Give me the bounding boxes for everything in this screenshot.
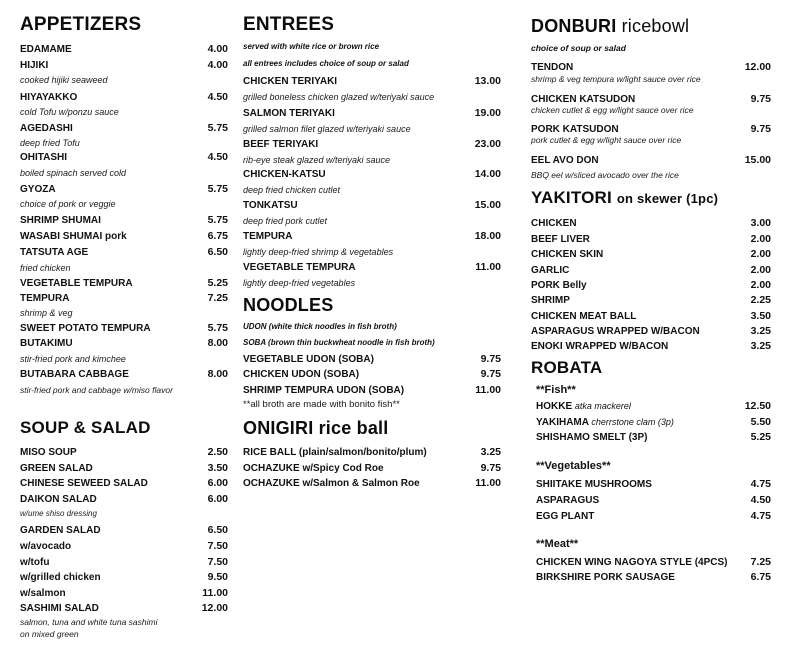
item-name: SHIITAKE MUSHROOMS bbox=[536, 479, 652, 490]
item-name: SASHIMI SALAD bbox=[20, 603, 99, 614]
menu-item bbox=[20, 476, 228, 491]
item-price: 6.00 bbox=[207, 493, 228, 505]
item-name: TATSUTA AGE bbox=[20, 247, 89, 258]
item-price: 11.00 bbox=[475, 261, 501, 273]
item-name: OCHAZUKE w/Spicy Cod Roe bbox=[243, 463, 384, 474]
item-name: GYOZA bbox=[20, 184, 56, 195]
item-price: 5.75 bbox=[207, 214, 228, 226]
item-price: 2.00 bbox=[750, 248, 771, 260]
menu-item bbox=[531, 278, 771, 293]
menu-item bbox=[536, 570, 771, 585]
item-name: RICE BALL (plain/salmon/bonito/plum) bbox=[243, 447, 427, 458]
item-name: TONKATSU bbox=[243, 200, 298, 211]
item-price: 19.00 bbox=[474, 107, 501, 119]
item-name: BEEF LIVER bbox=[531, 234, 590, 245]
menu-item bbox=[20, 367, 228, 382]
menu-item bbox=[243, 167, 501, 182]
menu-item bbox=[20, 570, 228, 585]
item-description: cooked hijiki seaweed bbox=[20, 75, 108, 85]
menu-item bbox=[536, 493, 771, 508]
item-name: CHICKEN KATSUDON bbox=[531, 94, 636, 105]
yakitori-title-main: YAKITORI bbox=[531, 188, 612, 207]
item-description: deep fried Tofu bbox=[20, 138, 80, 148]
item-name: SHRIMP bbox=[531, 295, 570, 306]
item-price: 12.50 bbox=[744, 400, 771, 412]
item-price: 4.50 bbox=[207, 151, 228, 163]
menu-item bbox=[20, 601, 228, 616]
item-description: grilled salmon filet glazed w/teriyaki sauce bbox=[243, 124, 411, 134]
item-price: 18.00 bbox=[474, 230, 501, 242]
item-description: lightly deep-fried vegetables bbox=[243, 278, 356, 288]
menu-item bbox=[531, 324, 771, 339]
item-price: 4.50 bbox=[207, 91, 228, 103]
menu-item bbox=[531, 263, 771, 278]
noodles-note: SOBA (brown thin buckwheat noodle in fish broth) bbox=[243, 338, 435, 347]
menu-item bbox=[20, 121, 228, 136]
item-price: 5.75 bbox=[207, 183, 228, 195]
menu-item bbox=[20, 150, 228, 165]
item-name: BUTAKIMU bbox=[20, 338, 73, 349]
item-price: 23.00 bbox=[474, 138, 501, 150]
menu-item bbox=[536, 415, 771, 430]
menu-item bbox=[20, 182, 228, 197]
item-price: 13.00 bbox=[474, 75, 501, 87]
item-name: ENOKI WRAPPED W/BACON bbox=[531, 341, 669, 352]
donburi-note: choice of soup or salad bbox=[531, 43, 626, 53]
item-price: 3.25 bbox=[480, 446, 501, 458]
item-price: 5.50 bbox=[750, 416, 771, 428]
item-description: deep fried pork cutlet bbox=[243, 216, 328, 226]
yakitori-title bbox=[531, 188, 718, 208]
menu-item bbox=[20, 276, 228, 291]
item-price: 6.75 bbox=[207, 230, 228, 242]
onigiri-title: ONIGIRI rice ball bbox=[243, 418, 389, 438]
item-price: 9.75 bbox=[480, 353, 501, 365]
menu-item bbox=[243, 445, 501, 460]
menu-item bbox=[531, 309, 771, 324]
item-description: boiled spinach served cold bbox=[20, 168, 127, 178]
item-name: TENDON bbox=[531, 62, 574, 73]
item-name: AGEDASHI bbox=[20, 123, 73, 134]
item-name: BIRKSHIRE PORK SAUSAGE bbox=[536, 572, 675, 583]
menu-item bbox=[20, 539, 228, 554]
item-price: 6.00 bbox=[207, 477, 228, 489]
item-price: 5.25 bbox=[750, 431, 771, 443]
donburi-title-suffix: ricebowl bbox=[621, 16, 690, 36]
menu-item bbox=[531, 293, 771, 308]
item-name: HIYAYAKKO bbox=[20, 92, 78, 103]
item-name: w/salmon bbox=[20, 588, 66, 599]
menu-item bbox=[20, 321, 228, 336]
item-name: WASABI SHUMAI pork bbox=[20, 231, 127, 242]
item-name: CHINESE SEWEED SALAD bbox=[20, 478, 148, 489]
item-description: fried chicken bbox=[20, 263, 71, 273]
item-price: 8.00 bbox=[207, 337, 228, 349]
item-name: w/tofu bbox=[20, 557, 50, 568]
menu-item bbox=[20, 245, 228, 260]
item-name: TEMPURA bbox=[20, 293, 70, 304]
item-description: choice of pork or veggie bbox=[20, 199, 116, 209]
menu-item bbox=[243, 461, 501, 476]
item-price: 11.00 bbox=[475, 384, 501, 396]
menu-item bbox=[531, 153, 771, 168]
item-name: CHICKEN MEAT BALL bbox=[531, 311, 637, 322]
menu-item bbox=[243, 367, 501, 382]
item-price: 3.50 bbox=[207, 462, 228, 474]
item-price: 2.00 bbox=[750, 264, 771, 276]
item-description: on mixed green bbox=[20, 629, 79, 639]
item-price: 2.25 bbox=[750, 294, 771, 306]
noodles-footnote: **all broth are made with bonito fish** bbox=[243, 399, 400, 410]
donburi-title-main: DONBURI bbox=[531, 16, 617, 36]
menu-item bbox=[20, 229, 228, 244]
item-price: 11.00 bbox=[202, 587, 228, 599]
item-name: SHRIMP TEMPURA UDON (SOBA) bbox=[243, 385, 405, 396]
item-price: 7.25 bbox=[750, 556, 771, 568]
item-description: salmon, tuna and white tuna sashimi bbox=[20, 617, 158, 627]
noodles-title: NOODLES bbox=[243, 295, 334, 315]
item-name: EGG PLANT bbox=[536, 511, 595, 522]
item-description: stir-fried pork and kimchee bbox=[20, 354, 126, 364]
item-price: 2.00 bbox=[750, 233, 771, 245]
robata-title: ROBATA bbox=[531, 358, 603, 377]
item-name: PORK KATSUDON bbox=[531, 124, 619, 135]
item-name: GREEN SALAD bbox=[20, 463, 93, 474]
item-name: ASPARAGUS WRAPPED W/BACON bbox=[531, 326, 700, 337]
item-price: 2.00 bbox=[750, 279, 771, 291]
item-name: w/avocado bbox=[20, 541, 72, 552]
item-name bbox=[536, 415, 674, 430]
fish-subheading: **Fish** bbox=[536, 384, 576, 396]
menu-item bbox=[531, 247, 771, 262]
item-name: CHICKEN TERIYAKI bbox=[243, 76, 338, 87]
item-name: DAIKON SALAD bbox=[20, 494, 97, 505]
item-description: chicken cutlet & egg w/light sauce over rice bbox=[531, 105, 694, 115]
item-price: 15.00 bbox=[474, 199, 501, 211]
item-price: 9.50 bbox=[207, 571, 228, 583]
appetizers-title: APPETIZERS bbox=[20, 14, 142, 35]
item-name: SHISHAMO SMELT (3P) bbox=[536, 432, 648, 443]
item-price: 4.50 bbox=[750, 494, 771, 506]
menu-item bbox=[20, 336, 228, 351]
item-price: 2.50 bbox=[207, 446, 228, 458]
menu-item bbox=[20, 90, 228, 105]
item-price: 8.00 bbox=[207, 368, 228, 380]
item-name: CHICKEN-KATSU bbox=[243, 169, 326, 180]
item-price: 14.00 bbox=[474, 168, 501, 180]
meat-subheading: **Meat** bbox=[536, 538, 579, 550]
item-price: 5.75 bbox=[207, 322, 228, 334]
item-description: BBQ eel w/sliced avocado over the rice bbox=[531, 170, 679, 180]
item-name-text: HOKKE bbox=[536, 401, 573, 412]
item-price: 4.00 bbox=[207, 59, 228, 71]
menu-item bbox=[243, 106, 501, 121]
item-name: MISO SOUP bbox=[20, 447, 77, 458]
item-name: VEGETABLE TEMPURA bbox=[20, 278, 133, 289]
item-price: 3.50 bbox=[750, 310, 771, 322]
item-price: 9.75 bbox=[480, 462, 501, 474]
item-name: GARDEN SALAD bbox=[20, 525, 101, 536]
item-name: OCHAZUKE w/Salmon & Salmon Roe bbox=[243, 478, 420, 489]
item-description: pork cutlet & egg w/light sauce over rice bbox=[531, 135, 682, 145]
item-name bbox=[536, 399, 631, 414]
item-price: 6.50 bbox=[207, 524, 228, 536]
item-name: PORK Belly bbox=[531, 280, 587, 291]
item-name: EDAMAME bbox=[20, 44, 72, 55]
item-price: 12.00 bbox=[744, 61, 771, 73]
item-name: EEL AVO DON bbox=[531, 155, 599, 166]
soup-salad-title: SOUP & SALAD bbox=[20, 418, 151, 437]
item-price: 7.50 bbox=[207, 540, 228, 552]
item-price: 7.50 bbox=[207, 556, 228, 568]
vegetables-subheading: **Vegetables** bbox=[536, 460, 611, 472]
item-name-text: YAKIHAMA bbox=[536, 417, 589, 428]
item-name: w/grilled chicken bbox=[20, 572, 101, 583]
menu-item bbox=[536, 477, 771, 492]
menu-item bbox=[20, 523, 228, 538]
item-description: deep fried chicken cutlet bbox=[243, 185, 341, 195]
menu-item bbox=[20, 461, 228, 476]
item-name: ASPARAGUS bbox=[536, 495, 600, 506]
menu-item bbox=[531, 339, 771, 354]
entrees-title: ENTREES bbox=[243, 14, 335, 35]
item-name: CHICKEN bbox=[531, 218, 577, 229]
menu-item bbox=[20, 492, 228, 507]
item-price: 3.25 bbox=[750, 325, 771, 337]
item-name: BEEF TERIYAKI bbox=[243, 139, 319, 150]
item-price: 7.25 bbox=[207, 292, 228, 304]
item-price: 6.50 bbox=[207, 246, 228, 258]
item-price: 5.75 bbox=[207, 122, 228, 134]
item-name: VEGETABLE TEMPURA bbox=[243, 262, 356, 273]
item-name: SWEET POTATO TEMPURA bbox=[20, 323, 151, 334]
noodles-note: UDON (white thick noodles in fish broth) bbox=[243, 322, 397, 331]
item-description: lightly deep-fried shrimp & vegetables bbox=[243, 247, 394, 257]
item-description: shrimp & veg bbox=[20, 308, 73, 318]
menu-item bbox=[243, 383, 501, 398]
item-price: 15.00 bbox=[744, 154, 771, 166]
item-price: 3.00 bbox=[750, 217, 771, 229]
item-description: cold Tofu w/ponzu sauce bbox=[20, 107, 119, 117]
item-name: CHICKEN SKIN bbox=[531, 249, 604, 260]
item-name: SALMON TERIYAKI bbox=[243, 108, 335, 119]
menu-item bbox=[536, 430, 771, 445]
item-price: 12.00 bbox=[201, 602, 228, 614]
item-name: TEMPURA bbox=[243, 231, 293, 242]
item-name: CHICKEN WING NAGOYA STYLE (4PCS) bbox=[536, 557, 728, 568]
menu-item bbox=[243, 229, 501, 244]
menu-item bbox=[20, 58, 228, 73]
donburi-title bbox=[531, 16, 689, 37]
menu-item bbox=[20, 291, 228, 306]
entrees-note: served with white rice or brown rice bbox=[243, 42, 380, 51]
item-name: HIJIKI bbox=[20, 60, 49, 71]
menu-item bbox=[531, 232, 771, 247]
item-name: GARLIC bbox=[531, 265, 570, 276]
item-name: OHITASHI bbox=[20, 152, 68, 163]
item-price: 9.75 bbox=[750, 93, 771, 105]
item-price: 5.25 bbox=[207, 277, 228, 289]
item-name: VEGETABLE UDON (SOBA) bbox=[243, 354, 374, 365]
item-sub: cherrstone clam (3p) bbox=[591, 417, 674, 427]
menu-item bbox=[20, 555, 228, 570]
item-price: 6.75 bbox=[750, 571, 771, 583]
menu-item bbox=[243, 198, 501, 213]
item-name: CHICKEN UDON (SOBA) bbox=[243, 369, 360, 380]
item-price: 9.75 bbox=[480, 368, 501, 380]
menu-item bbox=[20, 586, 228, 601]
item-price: 4.75 bbox=[750, 510, 771, 522]
menu-item bbox=[20, 445, 228, 460]
item-description: grilled boneless chicken glazed w/teriyaki sauce bbox=[243, 92, 435, 102]
item-description: rib-eye steak glazed w/teriyaki sauce bbox=[243, 155, 391, 165]
item-name: SHRIMP SHUMAI bbox=[20, 215, 101, 226]
menu-item bbox=[243, 137, 501, 152]
menu-item bbox=[243, 476, 501, 491]
menu-item bbox=[531, 216, 771, 231]
item-price: 4.75 bbox=[750, 478, 771, 490]
menu-item bbox=[243, 260, 501, 275]
item-price: 4.00 bbox=[207, 43, 228, 55]
entrees-note: all entrees includes choice of soup or salad bbox=[243, 59, 409, 68]
item-price: 3.25 bbox=[750, 340, 771, 352]
menu-item bbox=[243, 74, 501, 89]
item-description: stir-fried pork and cabbage w/miso flavor bbox=[20, 385, 173, 395]
menu-item bbox=[536, 555, 771, 570]
menu-item bbox=[536, 399, 771, 414]
item-price: 9.75 bbox=[750, 123, 771, 135]
yakitori-title-suffix: on skewer (1pc) bbox=[616, 191, 719, 206]
menu-item bbox=[536, 509, 771, 524]
item-price: 11.00 bbox=[475, 477, 501, 489]
item-name: BUTABARA CABBAGE bbox=[20, 369, 129, 380]
item-description: shrimp & veg tempura w/light sauce over rice bbox=[531, 74, 701, 84]
menu-item bbox=[243, 352, 501, 367]
menu-item bbox=[20, 213, 228, 228]
menu-item bbox=[20, 42, 228, 57]
item-sub: atka mackerel bbox=[574, 401, 631, 411]
item-description: w/ume shiso dressing bbox=[20, 509, 97, 518]
